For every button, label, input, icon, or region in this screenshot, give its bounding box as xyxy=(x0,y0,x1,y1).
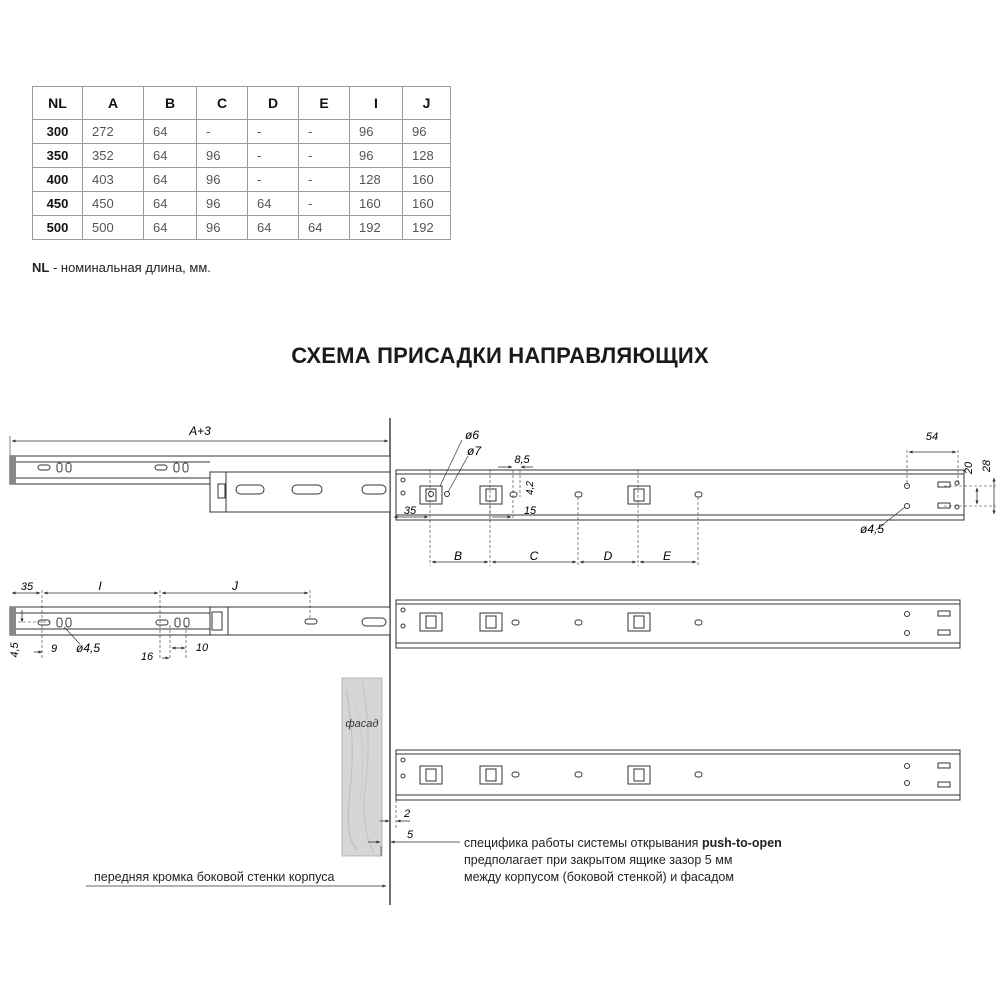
push-note-bold: push-to-open xyxy=(701,836,782,850)
table-cell: 64 xyxy=(144,216,197,240)
table-cell: 64 xyxy=(144,168,197,192)
table-cell: 192 xyxy=(403,216,451,240)
header-c: C xyxy=(197,87,248,120)
push-note-line2: предполагает при закрытом ящике зазор 5 мм xyxy=(464,853,733,867)
dim-j: J xyxy=(232,579,238,593)
table-cell: 64 xyxy=(144,120,197,144)
header-e: E xyxy=(299,87,350,120)
table-cell: 450 xyxy=(33,192,83,216)
drawer-rail-top xyxy=(10,456,390,512)
dim-d4-5-b: ø4,5 xyxy=(76,641,101,655)
dim-4-5: 4,5 xyxy=(9,642,21,658)
dim-d4-5: ø4,5 xyxy=(860,522,885,536)
push-note-prefix: специфика работы системы открывания xyxy=(464,836,702,850)
dim-8-5: 8,5 xyxy=(514,454,530,466)
table-cell: 350 xyxy=(33,144,83,168)
header-d: D xyxy=(248,87,299,120)
dim-2: 2 xyxy=(403,808,411,820)
facade-label: фасад xyxy=(345,718,379,730)
dim-d: D xyxy=(603,549,613,563)
dim-c: C xyxy=(529,549,539,563)
dim-a-plus-3: A+3 xyxy=(189,424,211,438)
header-nl: NL xyxy=(33,87,83,120)
table-cell: 128 xyxy=(350,168,403,192)
table-cell: 500 xyxy=(83,216,144,240)
table-cell: 300 xyxy=(33,120,83,144)
cabinet-rail-2 xyxy=(396,600,960,648)
table-cell: - xyxy=(248,120,299,144)
note-key: NL xyxy=(32,260,50,275)
table-cell: - xyxy=(248,144,299,168)
dim-20: 20 xyxy=(963,461,975,475)
table-cell: 96 xyxy=(350,120,403,144)
dim-9: 9 xyxy=(50,643,58,655)
push-note-line1 xyxy=(464,835,782,852)
table-cell: 96 xyxy=(350,144,403,168)
dim-i: I xyxy=(98,579,102,593)
table-cell: 64 xyxy=(144,192,197,216)
table-cell: 400 xyxy=(33,168,83,192)
dim-4-2: 4,2 xyxy=(525,481,536,495)
table-cell: 64 xyxy=(248,192,299,216)
table-cell: 64 xyxy=(248,216,299,240)
drawer-rail-middle xyxy=(10,607,390,635)
dim-d6: ø6 xyxy=(465,428,480,442)
table-cell: 160 xyxy=(403,192,451,216)
table-cell: 128 xyxy=(403,144,451,168)
front-edge-label: передняя кромка боковой стенки корпуса xyxy=(94,870,335,884)
header-a: A xyxy=(83,87,144,120)
table-cell: 450 xyxy=(83,192,144,216)
table-cell: 64 xyxy=(144,144,197,168)
table-cell: 96 xyxy=(197,144,248,168)
table-cell: 272 xyxy=(83,120,144,144)
table-cell: 403 xyxy=(83,168,144,192)
table-cell: 96 xyxy=(197,168,248,192)
table-cell: - xyxy=(197,120,248,144)
dim-35-left: 35 xyxy=(20,581,34,593)
dim-54: 54 xyxy=(925,431,939,443)
dim-16: 16 xyxy=(140,651,154,663)
table-cell: 500 xyxy=(33,216,83,240)
table-cell: 352 xyxy=(83,144,144,168)
table-cell: 96 xyxy=(197,192,248,216)
table-cell: - xyxy=(299,144,350,168)
dim-28: 28 xyxy=(981,459,993,473)
note-text: - номинальная длина, мм. xyxy=(49,260,211,275)
table-cell: 96 xyxy=(197,216,248,240)
dim-e: E xyxy=(662,549,672,563)
dim-35-top: 35 xyxy=(403,505,417,517)
dim-15: 15 xyxy=(523,505,537,517)
table-cell: - xyxy=(299,192,350,216)
cabinet-rail-1 xyxy=(396,470,964,520)
table-cell: 160 xyxy=(350,192,403,216)
table-cell: 96 xyxy=(403,120,451,144)
table-cell: 160 xyxy=(403,168,451,192)
push-to-open-note xyxy=(464,835,782,886)
cabinet-rail-3 xyxy=(396,750,960,800)
table-cell: - xyxy=(299,168,350,192)
table-cell: 64 xyxy=(299,216,350,240)
push-note-line3: между корпусом (боковой стенкой) и фасадом xyxy=(464,870,734,884)
diagram-title: СХЕМА ПРИСАДКИ НАПРАВЛЯЮЩИХ xyxy=(291,343,709,368)
table-cell: - xyxy=(248,168,299,192)
dim-5: 5 xyxy=(406,829,414,841)
header-b: B xyxy=(144,87,197,120)
dim-d7: ø7 xyxy=(467,444,482,458)
header-j: J xyxy=(403,87,451,120)
dim-10: 10 xyxy=(195,642,209,654)
dim-b: B xyxy=(453,549,463,563)
table-cell: 192 xyxy=(350,216,403,240)
table-cell: - xyxy=(299,120,350,144)
facade-panel xyxy=(342,678,382,856)
header-i: I xyxy=(350,87,403,120)
